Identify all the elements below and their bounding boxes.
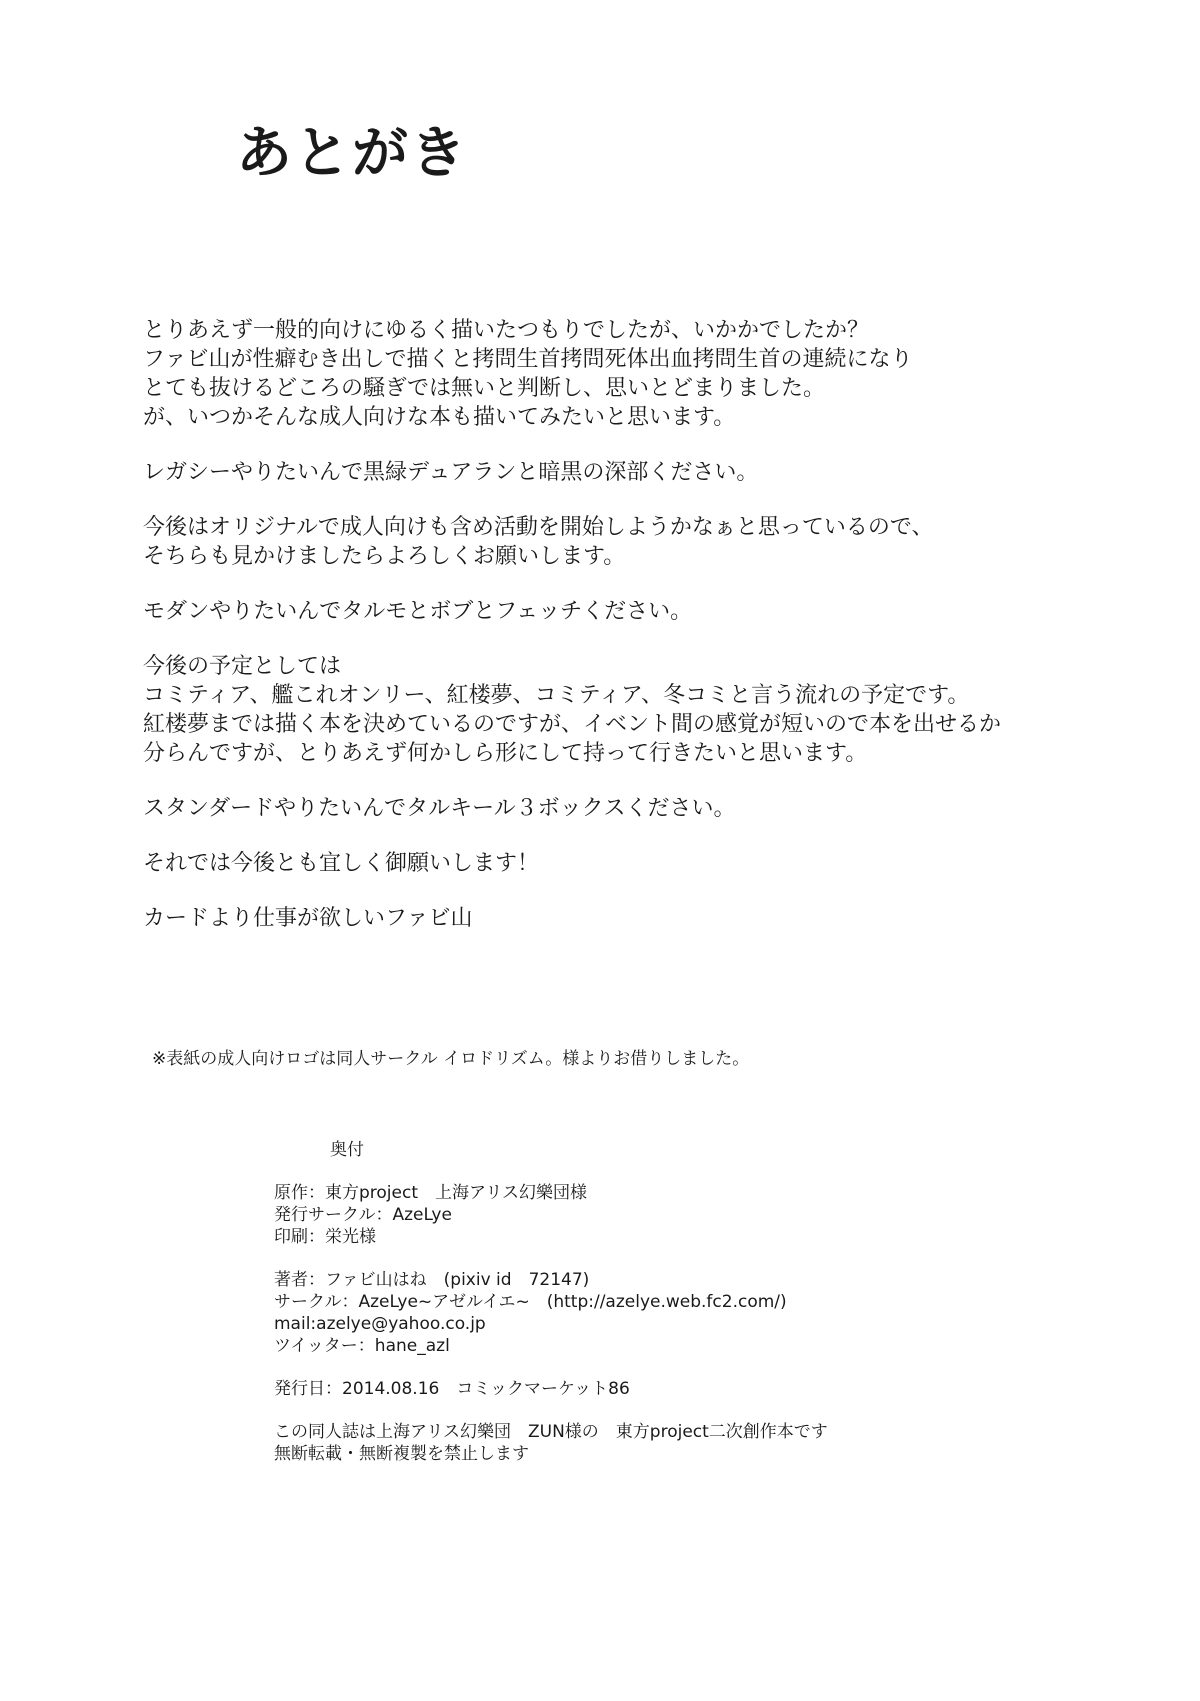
paragraph-intro	[143, 316, 1153, 432]
paragraph-modern	[143, 597, 1153, 626]
text-line: 分らんですが、とりあえず何かしら形にして持って行きたいと思います。	[143, 741, 868, 766]
text-line: カードより仕事が欲しいファビ山	[143, 906, 473, 931]
cover-logo-footnote: ※表紙の成人向けロゴは同人サークル イロドリズム。様よりお借りしました。	[152, 1049, 750, 1069]
colophon-author-info	[274, 1269, 828, 1357]
colophon-line: 発行日：2014.08.16 コミックマーケット86	[274, 1379, 630, 1399]
colophon-line: 印刷：栄光様	[274, 1227, 376, 1247]
colophon-publication-info	[274, 1182, 828, 1248]
paragraph-original	[143, 513, 1153, 571]
text-line: コミティア、艦これオンリー、紅楼夢、コミティア、冬コミと言う流れの予定です。	[143, 683, 970, 708]
text-line: とても抜けるどころの騒ぎでは無いと判断し、思いとどまりました。	[143, 376, 826, 401]
colophon-line: 著者：ファビ山はね (pixiv id 72147)	[274, 1270, 590, 1290]
text-line: スタンダードやりたいんでタルキール３ボックスください。	[143, 796, 736, 821]
paragraph-legacy	[143, 458, 1153, 487]
colophon-line: サークル：AzeLye~アゼルイエ~ (http://azelye.web.fc2.com/)	[274, 1292, 787, 1312]
paragraph-schedule	[143, 652, 1153, 768]
colophon	[274, 1139, 828, 1486]
colophon-issue-date	[274, 1378, 828, 1400]
colophon-line: ツイッター：hane_azl	[274, 1336, 450, 1356]
colophon-disclaimer	[274, 1421, 828, 1465]
colophon-heading: 奥付	[330, 1140, 364, 1160]
colophon-line: この同人誌は上海アリス幻樂団 ZUN様の 東方project二次創作本です	[274, 1422, 828, 1442]
text-line: それでは今後とも宜しく御願いします！	[143, 851, 540, 876]
afterword-body	[143, 316, 1153, 959]
colophon-line: 発行サークル：AzeLye	[274, 1205, 452, 1225]
text-line: 今後の予定としては	[143, 654, 342, 679]
paragraph-closing	[143, 849, 1153, 878]
colophon-line: 無断転載・無断複製を禁止します	[274, 1444, 529, 1464]
paragraph-signature	[143, 904, 1153, 933]
colophon-line: 原作：東方project 上海アリス幻樂団様	[274, 1183, 587, 1203]
text-line: そちらも見かけましたらよろしくお願いします。	[143, 544, 626, 569]
text-line: 紅楼夢までは描く本を決めているのですが、イベント間の感覚が短いので本を出せるか	[143, 712, 1002, 737]
colophon-line: mail:azelye@yahoo.co.jp	[274, 1314, 486, 1334]
text-line: とりあえず一般的向けにゆるく描いたつもりでしたが、いかかでしたか？	[143, 318, 870, 343]
text-line: モダンやりたいんでタルモとボブとフェッチください。	[143, 599, 693, 624]
text-line: レガシーやりたいんで黒緑デュアランと暗黒の深部ください。	[143, 460, 759, 485]
paragraph-standard	[143, 794, 1153, 823]
text-line: 今後はオリジナルで成人向けも含め活動を開始しようかなぁと思っているので、	[143, 515, 934, 540]
page-title: あとがき	[236, 121, 468, 186]
text-line: が、いつかそんな成人向けな本も描いてみたいと思います。	[143, 405, 736, 430]
text-line: ファビ山が性癖むき出しで描くと拷問生首拷問死体出血拷問生首の連続になり	[143, 347, 913, 372]
